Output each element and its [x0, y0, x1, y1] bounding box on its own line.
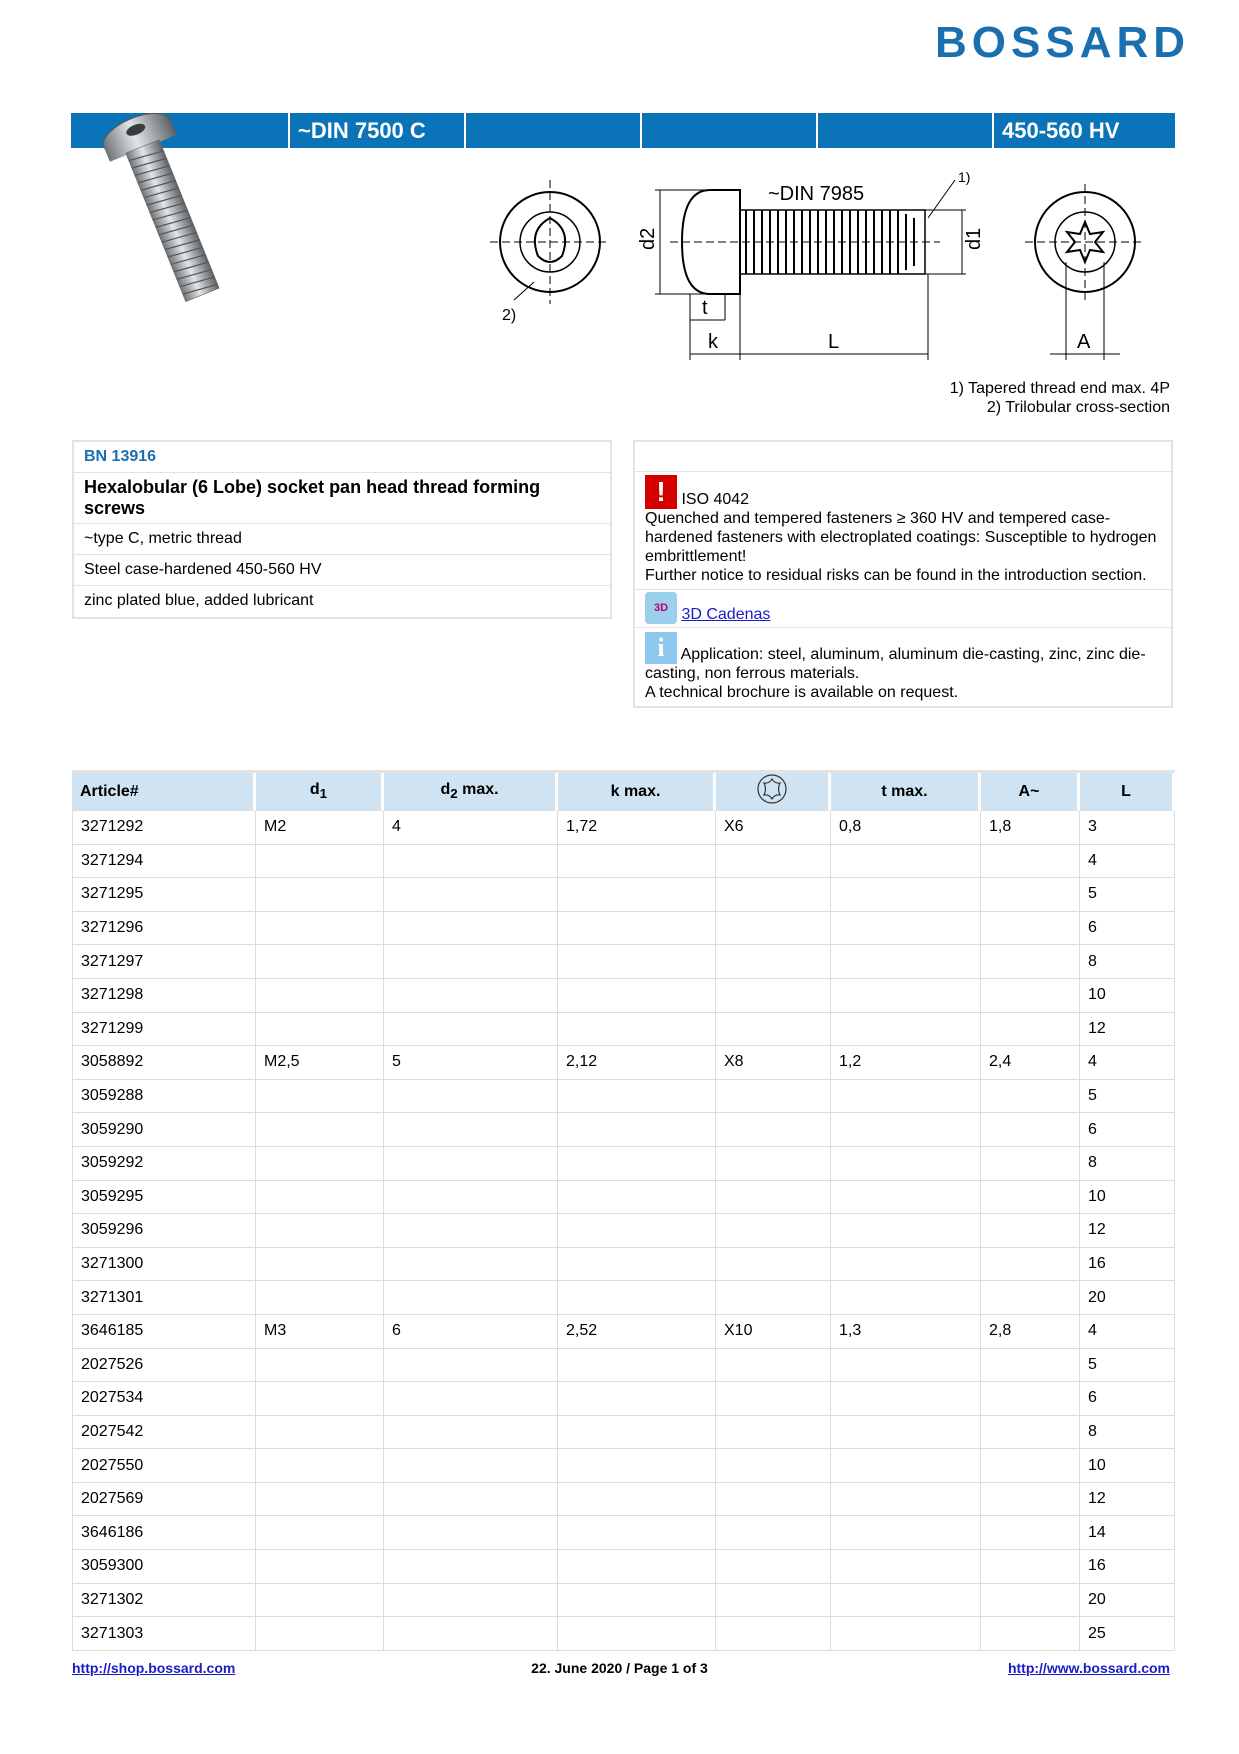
article-rows	[72, 811, 1175, 1651]
cell-drive: X8	[716, 1046, 831, 1080]
table-row	[72, 1181, 1175, 1215]
side-view	[655, 180, 966, 360]
product-info-box	[72, 440, 612, 619]
cell-a	[981, 1181, 1080, 1215]
din-7985-label: ~DIN 7985	[768, 183, 865, 205]
cell-d2	[384, 1248, 558, 1282]
cell-l: 3	[1080, 811, 1175, 845]
cell-l: 10	[1080, 1181, 1175, 1215]
cell-a	[981, 1349, 1080, 1383]
dim-L: L	[828, 331, 840, 353]
iso-label: ISO 4042	[681, 491, 750, 508]
cell-article: 3271298	[72, 979, 256, 1013]
cell-drive	[716, 945, 831, 979]
cell-a	[981, 979, 1080, 1013]
cell-k	[558, 1550, 716, 1584]
cell-k	[558, 845, 716, 879]
application-text: Application: steel, aluminum, aluminum die-casting, zinc, zinc die-casting, non ferrous materials.	[645, 646, 1146, 682]
cell-k	[558, 1516, 716, 1550]
cell-l: 20	[1080, 1281, 1175, 1315]
cell-k	[558, 1349, 716, 1383]
cell-drive	[716, 845, 831, 879]
cell-article: 3271303	[72, 1617, 256, 1651]
table-row	[72, 945, 1175, 979]
cell-a	[981, 1281, 1080, 1315]
cell-l: 5	[1080, 1080, 1175, 1114]
cell-d2	[384, 1147, 558, 1181]
cell-l: 12	[1080, 1214, 1175, 1248]
cell-k	[558, 1013, 716, 1047]
page-date: 22. June 2020 / Page 1 of 3	[531, 1660, 708, 1676]
cell-k	[558, 1617, 716, 1651]
cell-d2: 5	[384, 1046, 558, 1080]
cell-k	[558, 1214, 716, 1248]
cell-k: 1,72	[558, 811, 716, 845]
cell-article: 2027550	[72, 1449, 256, 1483]
cell-d1	[256, 878, 384, 912]
cell-k	[558, 1181, 716, 1215]
bar-empty-cell	[640, 113, 816, 148]
cell-d1	[256, 1214, 384, 1248]
cell-k	[558, 945, 716, 979]
cell-t	[831, 845, 981, 879]
cell-d2	[384, 1584, 558, 1618]
cell-k	[558, 1248, 716, 1282]
cell-k	[558, 1080, 716, 1114]
bossard-logo	[935, 18, 1191, 68]
cell-l: 4	[1080, 1315, 1175, 1349]
cell-drive	[716, 1248, 831, 1282]
cell-k: 2,12	[558, 1046, 716, 1080]
dim-d1: d1	[963, 227, 985, 250]
cell-d1	[256, 1416, 384, 1450]
table-row	[72, 1416, 1175, 1450]
cell-article: 2027534	[72, 1382, 256, 1416]
cell-d1	[256, 1281, 384, 1315]
d2-suffix: max.	[457, 781, 499, 799]
cell-article: 3271292	[72, 811, 256, 845]
cell-d1	[256, 1181, 384, 1215]
cell-t	[831, 912, 981, 946]
table-row	[72, 979, 1175, 1013]
cell-d2	[384, 1214, 558, 1248]
cell-d1	[256, 1349, 384, 1383]
cell-l: 16	[1080, 1248, 1175, 1282]
cell-d1	[256, 1483, 384, 1517]
cell-drive	[716, 979, 831, 1013]
cell-d2	[384, 945, 558, 979]
d1-sub: 1	[319, 786, 328, 802]
cadenas-link[interactable]: 3D Cadenas	[681, 606, 771, 623]
type-row: ~type C, metric thread	[74, 524, 610, 555]
table-row	[72, 1584, 1175, 1618]
cell-k	[558, 1483, 716, 1517]
cell-t	[831, 1584, 981, 1618]
cell-k	[558, 1147, 716, 1181]
cell-d1	[256, 1584, 384, 1618]
cell-d1: M2,5	[256, 1046, 384, 1080]
d2-sub: 2	[450, 786, 458, 802]
cell-l: 5	[1080, 878, 1175, 912]
dim-k: k	[708, 331, 718, 353]
cell-l: 6	[1080, 912, 1175, 946]
cell-k	[558, 1416, 716, 1450]
table-row	[72, 1147, 1175, 1181]
cell-d1	[256, 845, 384, 879]
cell-t	[831, 1349, 981, 1383]
cell-d1	[256, 1013, 384, 1047]
cell-k	[558, 1449, 716, 1483]
cell-l: 10	[1080, 979, 1175, 1013]
cell-t	[831, 1147, 981, 1181]
table-row	[72, 1281, 1175, 1315]
cell-a	[981, 1416, 1080, 1450]
cell-a	[981, 1214, 1080, 1248]
table-row	[72, 1617, 1175, 1651]
cell-drive: X6	[716, 811, 831, 845]
cell-drive	[716, 1113, 831, 1147]
cell-d1	[256, 1248, 384, 1282]
table-row	[72, 811, 1175, 845]
table-row	[72, 1046, 1175, 1080]
cell-t	[831, 1214, 981, 1248]
cell-drive	[716, 1483, 831, 1517]
cross-section-view	[490, 180, 610, 304]
cell-t	[831, 1617, 981, 1651]
cell-a	[981, 912, 1080, 946]
cell-k	[558, 979, 716, 1013]
cell-k	[558, 1281, 716, 1315]
cell-k: 2,52	[558, 1315, 716, 1349]
d2-label: d	[440, 781, 451, 799]
cell-t	[831, 1080, 981, 1114]
cell-a	[981, 1147, 1080, 1181]
cell-d2	[384, 1449, 558, 1483]
col-k: k max.	[558, 773, 716, 811]
screw-photo	[90, 105, 240, 325]
cell-t	[831, 1550, 981, 1584]
cell-article: 3271295	[72, 878, 256, 912]
cell-a	[981, 1080, 1080, 1114]
cell-article: 2027526	[72, 1349, 256, 1383]
cell-t: 1,2	[831, 1046, 981, 1080]
col-d2	[384, 773, 558, 811]
cell-t	[831, 1248, 981, 1282]
col-d1	[256, 773, 384, 811]
table-row	[72, 1248, 1175, 1282]
cell-a	[981, 1449, 1080, 1483]
cell-l: 6	[1080, 1113, 1175, 1147]
cell-t	[831, 1281, 981, 1315]
cell-article: 3059292	[72, 1147, 256, 1181]
hexalobular-drive-icon	[756, 773, 788, 805]
cell-article: 3059290	[72, 1113, 256, 1147]
cell-d2	[384, 979, 558, 1013]
cell-drive: X10	[716, 1315, 831, 1349]
cell-d2	[384, 1550, 558, 1584]
cell-t: 0,8	[831, 811, 981, 845]
dim-A: A	[1077, 331, 1091, 353]
cell-l: 14	[1080, 1516, 1175, 1550]
cell-l: 10	[1080, 1449, 1175, 1483]
table-row	[72, 1483, 1175, 1517]
cell-article: 3059288	[72, 1080, 256, 1114]
cell-drive	[716, 1080, 831, 1114]
cell-t	[831, 1449, 981, 1483]
cell-a	[981, 1113, 1080, 1147]
callout-1: 1)	[958, 170, 971, 185]
table-row	[72, 845, 1175, 879]
footnote-1: 1) Tapered thread end max. 4P	[949, 380, 1170, 397]
cell-d2	[384, 1281, 558, 1315]
cell-l: 12	[1080, 1013, 1175, 1047]
table-row	[72, 1449, 1175, 1483]
cell-d2	[384, 845, 558, 879]
cell-d1: M2	[256, 811, 384, 845]
cell-l: 16	[1080, 1550, 1175, 1584]
table-row	[72, 1214, 1175, 1248]
warning-row	[635, 472, 1171, 590]
product-title: Hexalobular (6 Lobe) socket pan head thread forming screws	[84, 477, 541, 518]
cell-k	[558, 878, 716, 912]
cell-a	[981, 878, 1080, 912]
cell-k	[558, 1584, 716, 1618]
cell-d1	[256, 1080, 384, 1114]
table-row	[72, 1113, 1175, 1147]
dim-d2: d2	[637, 227, 659, 250]
bn-row	[74, 442, 610, 473]
cell-a	[981, 1382, 1080, 1416]
cell-article: 3646186	[72, 1516, 256, 1550]
col-article: Article#	[72, 773, 256, 811]
cell-t	[831, 878, 981, 912]
cell-l: 8	[1080, 1147, 1175, 1181]
cell-l: 20	[1080, 1584, 1175, 1618]
cell-d2	[384, 1483, 558, 1517]
cell-d2	[384, 1382, 558, 1416]
callout-2: 2)	[502, 307, 517, 324]
cell-t	[831, 945, 981, 979]
dim-t: t	[702, 297, 708, 319]
cell-d1	[256, 1147, 384, 1181]
standard-label: ~DIN 7500 C	[288, 113, 464, 148]
cell-drive	[716, 1382, 831, 1416]
cell-article: 2027542	[72, 1416, 256, 1450]
cell-a	[981, 1550, 1080, 1584]
cell-d1	[256, 945, 384, 979]
cell-a: 2,8	[981, 1315, 1080, 1349]
cell-article: 3271294	[72, 845, 256, 879]
cell-d1	[256, 1449, 384, 1483]
cell-drive	[716, 1281, 831, 1315]
table-row	[72, 1550, 1175, 1584]
cell-drive	[716, 1181, 831, 1215]
cell-d2	[384, 1617, 558, 1651]
cell-a	[981, 1013, 1080, 1047]
cell-article: 3058892	[72, 1046, 256, 1080]
cell-d2: 4	[384, 811, 558, 845]
cell-d2	[384, 1416, 558, 1450]
cell-a	[981, 945, 1080, 979]
cell-article: 3271299	[72, 1013, 256, 1047]
cell-drive	[716, 878, 831, 912]
cell-t	[831, 1113, 981, 1147]
table-row	[72, 1382, 1175, 1416]
website-link[interactable]: http://www.bossard.com	[1007, 1660, 1170, 1676]
table-row	[72, 1013, 1175, 1047]
cell-t	[831, 1483, 981, 1517]
cell-l: 8	[1080, 1416, 1175, 1450]
table-row	[72, 1516, 1175, 1550]
warning-text: Quenched and tempered fasteners ≥ 360 HV and tempered case-hardened fasteners with electroplated coatings: Susceptible to hydrogen embrittlement!	[645, 510, 1157, 565]
cell-d2	[384, 1181, 558, 1215]
cell-d1	[256, 979, 384, 1013]
cell-d1	[256, 1113, 384, 1147]
cell-t	[831, 1416, 981, 1450]
cell-drive	[716, 1013, 831, 1047]
title-row	[74, 473, 610, 524]
further-notice: Further notice to residual risks can be found in the introduction section.	[645, 567, 1147, 584]
cell-drive	[716, 1147, 831, 1181]
cell-t	[831, 979, 981, 1013]
cell-l: 8	[1080, 945, 1175, 979]
cell-drive	[716, 912, 831, 946]
cell-d1	[256, 912, 384, 946]
cell-article: 3271297	[72, 945, 256, 979]
logo-text: BOSSARD	[935, 18, 1191, 67]
cell-l: 5	[1080, 1349, 1175, 1383]
bar-empty-cell	[464, 113, 640, 148]
cell-a	[981, 1584, 1080, 1618]
cell-article: 3059296	[72, 1214, 256, 1248]
table-header-row	[72, 773, 1175, 811]
notes-box	[633, 440, 1173, 708]
cell-d2	[384, 912, 558, 946]
cell-a	[981, 1516, 1080, 1550]
cadenas-3d-icon: 3D	[645, 592, 677, 624]
cell-article: 3271301	[72, 1281, 256, 1315]
col-a: A~	[981, 773, 1080, 811]
cell-drive	[716, 1617, 831, 1651]
cell-d2	[384, 1013, 558, 1047]
cell-drive	[716, 1449, 831, 1483]
bn-number: BN 13916	[84, 448, 157, 465]
cell-d2	[384, 1516, 558, 1550]
cell-a	[981, 1483, 1080, 1517]
cell-drive	[716, 1416, 831, 1450]
cell-drive	[716, 1349, 831, 1383]
cell-d2	[384, 1349, 558, 1383]
cell-article: 3646185	[72, 1315, 256, 1349]
bar-empty-cell	[816, 113, 992, 148]
cell-drive	[716, 1584, 831, 1618]
cell-a	[981, 1617, 1080, 1651]
cell-d1	[256, 1382, 384, 1416]
cell-l: 4	[1080, 1046, 1175, 1080]
warning-icon: !	[645, 475, 677, 509]
cell-d1	[256, 1550, 384, 1584]
cell-article: 3271302	[72, 1584, 256, 1618]
col-drive	[716, 773, 831, 811]
cad-row	[635, 590, 1171, 628]
cell-article: 3271300	[72, 1248, 256, 1282]
hardness-label: 450-560 HV	[992, 113, 1175, 148]
cell-d2	[384, 1113, 558, 1147]
cell-l: 25	[1080, 1617, 1175, 1651]
cell-k	[558, 1113, 716, 1147]
cell-k	[558, 912, 716, 946]
brochure-text: A technical brochure is available on request.	[645, 684, 959, 701]
footnote-2: 2) Trilobular cross-section	[986, 399, 1170, 416]
cell-drive	[716, 1214, 831, 1248]
cell-t	[831, 1181, 981, 1215]
cell-article: 3059295	[72, 1181, 256, 1215]
cell-l: 6	[1080, 1382, 1175, 1416]
technical-drawing	[490, 170, 1180, 370]
cell-a	[981, 1248, 1080, 1282]
cell-t: 1,3	[831, 1315, 981, 1349]
cell-article: 3271296	[72, 912, 256, 946]
notes-empty-row	[635, 442, 1171, 472]
cell-drive	[716, 1516, 831, 1550]
table-row	[72, 1315, 1175, 1349]
cell-a: 1,8	[981, 811, 1080, 845]
cell-t	[831, 1013, 981, 1047]
cell-d2	[384, 878, 558, 912]
cell-article: 2027569	[72, 1483, 256, 1517]
col-t: t max.	[831, 773, 981, 811]
finish-row: zinc plated blue, added lubricant	[84, 592, 314, 609]
table-row	[72, 1349, 1175, 1383]
cell-d2	[384, 1080, 558, 1114]
cell-l: 4	[1080, 845, 1175, 879]
cell-t	[831, 1516, 981, 1550]
cell-l: 12	[1080, 1483, 1175, 1517]
cell-a: 2,4	[981, 1046, 1080, 1080]
table-row	[72, 878, 1175, 912]
material-row: Steel case-hardened 450-560 HV	[74, 555, 610, 586]
cell-k	[558, 1382, 716, 1416]
info-icon: i	[645, 632, 677, 664]
cell-drive	[716, 1550, 831, 1584]
table-row	[72, 1080, 1175, 1114]
cell-d1: M3	[256, 1315, 384, 1349]
cell-a	[981, 845, 1080, 879]
cell-d2: 6	[384, 1315, 558, 1349]
cell-article: 3059300	[72, 1550, 256, 1584]
article-table	[72, 770, 1175, 1651]
shop-link[interactable]: http://shop.bossard.com	[72, 1660, 236, 1676]
col-l: L	[1080, 773, 1175, 811]
cell-t	[831, 1382, 981, 1416]
table-row	[72, 912, 1175, 946]
d1-label: d	[309, 781, 320, 799]
application-row	[635, 628, 1171, 706]
cell-d1	[256, 1516, 384, 1550]
cell-d1	[256, 1617, 384, 1651]
